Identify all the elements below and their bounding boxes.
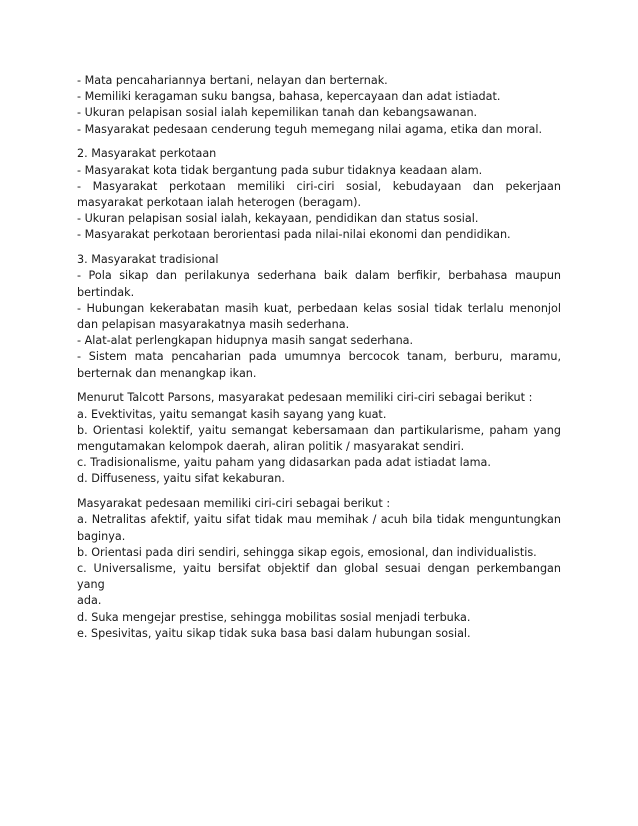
text-line: a. Evektivitas, yaitu semangat kasih sayang yang kuat. <box>77 407 387 421</box>
paragraph <box>77 252 561 382</box>
text-line: mengutamakan kelompok daerah, aliran politik / masyarakat sendiri. <box>77 440 465 454</box>
text-line: b. Orientasi kolektif, yaitu semangat kebersamaan dan partikularisme, paham yang <box>77 423 561 437</box>
text-line: a. Netralitas afektif, yaitu sifat tidak mau memihak / acuh bila tidak menguntungkan <box>77 513 561 527</box>
document-body <box>77 73 561 651</box>
paragraph <box>77 146 561 243</box>
paragraph <box>77 390 561 487</box>
text-line: ada. <box>77 594 102 608</box>
text-line: c. Tradisionalisme, yaitu paham yang didasarkan pada adat istiadat lama. <box>77 456 491 470</box>
text-line: Menurut Talcott Parsons, masyarakat pedesaan memiliki ciri-ciri sebagai berikut : <box>77 391 533 405</box>
text-line: - Ukuran pelapisan sosial ialah kepemilikan tanah dan kebangsawanan. <box>77 106 478 120</box>
text-line: - Memiliki keragaman suku bangsa, bahasa, kepercayaan dan adat istiadat. <box>77 90 501 104</box>
text-line: dan pelapisan masyarakatnya masih sederhana. <box>77 318 350 332</box>
text-line: masyarakat perkotaan ialah heterogen (beragam). <box>77 196 362 210</box>
text-line: berternak dan menangkap ikan. <box>77 366 257 380</box>
text-line: b. Orientasi pada diri sendiri, sehingga sikap egois, emosional, dan individualistis. <box>77 545 537 559</box>
text-line: d. Suka mengejar prestise, sehingga mobilitas sosial menjadi terbuka. <box>77 610 471 624</box>
text-line: 2. Masyarakat perkotaan <box>77 147 217 161</box>
paragraph <box>77 496 561 642</box>
text-line: d. Diffuseness, yaitu sifat kekaburan. <box>77 472 285 486</box>
text-line: bertindak. <box>77 285 135 299</box>
text-line: - Ukuran pelapisan sosial ialah, kekayaan, pendidikan dan status sosial. <box>77 212 479 226</box>
text-line: - Sistem mata pencaharian pada umumnya bercocok tanam, berburu, maramu, <box>77 350 561 364</box>
text-line: - Hubungan kekerabatan masih kuat, perbedaan kelas sosial tidak terlalu menonjol <box>77 301 561 315</box>
text-line: Masyarakat pedesaan memiliki ciri-ciri sebagai berikut : <box>77 497 391 511</box>
text-line: - Masyarakat pedesaan cenderung teguh memegang nilai agama, etika dan moral. <box>77 122 543 136</box>
text-line: - Masyarakat kota tidak bergantung pada subur tidaknya keadaan alam. <box>77 163 483 177</box>
text-line: c. Universalisme, yaitu bersifat objektif dan global sesuai dengan perkembangan yang <box>77 562 561 592</box>
text-line: 3. Masyarakat tradisional <box>77 253 219 267</box>
paragraph <box>77 73 561 138</box>
text-line: baginya. <box>77 529 126 543</box>
text-line: - Alat-alat perlengkapan hidupnya masih sangat sederhana. <box>77 334 414 348</box>
text-line: - Pola sikap dan perilakunya sederhana baik dalam berfikir, berbahasa maupun <box>77 269 561 283</box>
text-line: - Mata pencahariannya bertani, nelayan dan berternak. <box>77 74 388 87</box>
text-line: e. Spesivitas, yaitu sikap tidak suka basa basi dalam hubungan sosial. <box>77 626 471 640</box>
text-line: - Masyarakat perkotaan memiliki ciri-ciri sosial, kebudayaan dan pekerjaan <box>77 179 561 193</box>
text-line: - Masyarakat perkotaan berorientasi pada nilai-nilai ekonomi dan pendidikan. <box>77 228 511 242</box>
